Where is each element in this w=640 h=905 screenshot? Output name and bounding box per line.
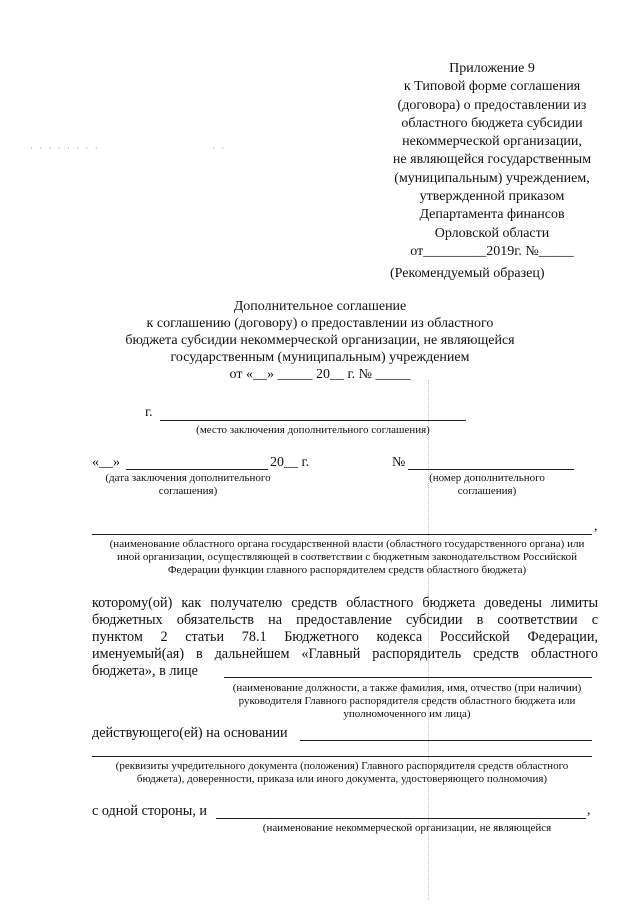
title-line: государственным (муниципальным) учреждением bbox=[170, 350, 470, 365]
place-field[interactable] bbox=[160, 420, 466, 421]
sample-label: (Рекомендуемый образец) bbox=[390, 266, 545, 281]
title-line: Дополнительное соглашение bbox=[233, 299, 407, 314]
basis-caption: (реквизиты учредительного документа (положения) Главного распорядителя средств областного бюджета), доверенности, приказа или иного документа, удостоверяющего полномочия) bbox=[115, 760, 569, 785]
appendix-line: не являющейся государственным bbox=[392, 152, 592, 168]
date-field[interactable] bbox=[126, 469, 268, 470]
appendix-line: Департамента финансов bbox=[419, 207, 565, 223]
org-field[interactable] bbox=[216, 818, 586, 819]
main-paragraph bbox=[92, 595, 598, 680]
basis-field[interactable] bbox=[300, 740, 592, 741]
appendix-line: от_________2019г. №_____ bbox=[410, 243, 574, 259]
appendix-line: (муниципальным) учреждением, bbox=[394, 170, 590, 186]
appendix-line: (договора) о предоставлении из bbox=[397, 97, 587, 113]
paragraph-line: бюджета», в лице bbox=[92, 663, 198, 679]
place-prefix: г. bbox=[145, 405, 153, 420]
appendix-line: к Типовой форме соглашения bbox=[403, 79, 581, 95]
appendix-line: некоммерческой организации, bbox=[402, 134, 582, 150]
organ-caption: (наименование областного органа государственной власти (областного государственного органа) или иной организации, осуществляющей в соответствии с бюджетным законодательством Российской Федерации функции главного распорядителем средств областного бюджета) bbox=[109, 538, 585, 576]
basis-label: действующего(ей) на основании bbox=[92, 725, 288, 741]
appendix-header bbox=[372, 60, 612, 261]
title-line: бюджета субсидии некоммерческой организации, не являющейся bbox=[125, 333, 515, 348]
paragraph-line: пунктом 2 статьи 78.1 Бюджетного кодекса Российской Федерации, bbox=[92, 629, 598, 645]
number-caption: (номер дополнительного соглашения) bbox=[429, 472, 545, 497]
date-prefix: «__» bbox=[92, 455, 120, 470]
document-title bbox=[100, 298, 540, 383]
person-caption: (наименование должности, а также фамилия, имя, отчество (при наличии) руководителя Главного распорядителя средств областного бюджета или уполномоченного им лица) bbox=[232, 682, 582, 720]
scan-artifact: · · · · · · · · bbox=[30, 143, 100, 153]
date-caption: (дата заключения дополнительного соглашения) bbox=[105, 472, 271, 497]
appendix-line: Орловской области bbox=[434, 225, 550, 241]
appendix-line: утвержденной приказом bbox=[419, 189, 565, 205]
date-suffix: 20__ г. bbox=[270, 455, 310, 470]
org-caption: (наименование некоммерческой организации, не являющейся bbox=[262, 822, 552, 834]
one-side-comma: , bbox=[587, 803, 591, 818]
place-caption: (место заключения дополнительного соглашения) bbox=[196, 424, 430, 436]
appendix-line: Приложение 9 bbox=[449, 61, 535, 76]
appendix-line: областного бюджета субсидии bbox=[401, 115, 583, 131]
organ-comma: , bbox=[594, 519, 598, 534]
one-side-label: с одной стороны, и bbox=[92, 803, 207, 819]
scan-artifact: · · bbox=[212, 143, 227, 153]
title-line: от «__» _____ 20__ г. № _____ bbox=[229, 367, 411, 382]
person-field[interactable] bbox=[224, 677, 592, 678]
title-line: к соглашению (договору) о предоставлении из областного bbox=[146, 316, 494, 331]
paragraph-line: бюджетных обязательств на предоставление субсидии в соответствии с bbox=[92, 612, 598, 628]
paragraph-line: которому(ой) как получателю средств областного бюджета доведены лимиты bbox=[92, 595, 598, 611]
number-field[interactable] bbox=[408, 469, 574, 470]
paragraph-line: именуемый(ая) в дальнейшем «Главный распорядитель средств областного bbox=[92, 646, 598, 662]
organ-field[interactable] bbox=[92, 534, 592, 535]
number-prefix: № bbox=[392, 455, 406, 470]
basis-field-2[interactable] bbox=[92, 756, 592, 757]
